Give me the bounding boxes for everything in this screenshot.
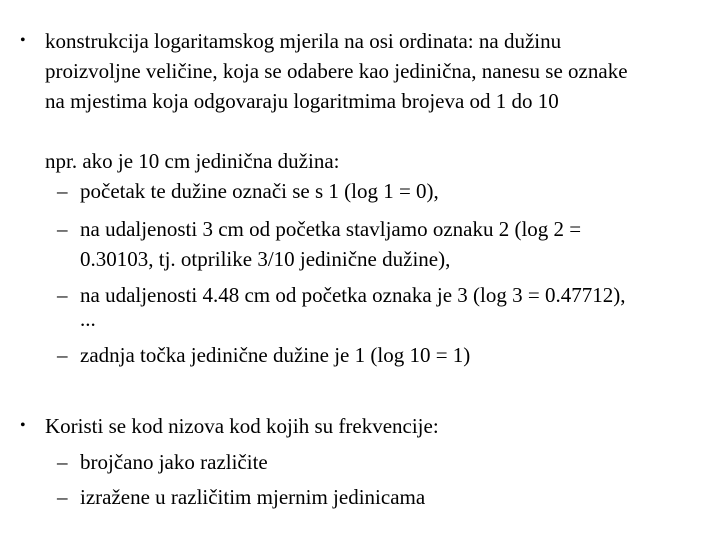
- bullet-marker: •: [20, 417, 26, 434]
- bullet-marker: •: [20, 32, 26, 49]
- bullet-text-line: proizvoljne veličine, koja se odabere kao jedinična, nanesu se oznake: [45, 59, 628, 83]
- subitem-text-line: izražene u različitim mjernim jedinicama: [80, 485, 426, 509]
- bullet-text-line: Koristi se kod nizova kod kojih su frekvencije:: [45, 414, 439, 438]
- subitem-text-line: na udaljenosti 3 cm od početka stavljamo oznaku 2 (log 2 =: [80, 217, 582, 241]
- subitem-marker: –: [57, 179, 68, 203]
- subitem-text-line: brojčano jako različite: [80, 450, 268, 474]
- subitem-text-line: ...: [80, 307, 96, 331]
- subitem-marker: –: [57, 485, 68, 509]
- bullet-text-line: na mjestima koja odgovaraju logaritmima brojeva od 1 do 10: [45, 89, 559, 113]
- bullet-text-line: konstrukcija logaritamskog mjerila na osi ordinata: na dužinu: [45, 29, 562, 53]
- subitem-marker: –: [57, 283, 68, 307]
- subitem-marker: –: [57, 217, 68, 241]
- subitem-text-line: 0.30103, tj. otprilike 3/10 jedinične dužine),: [80, 247, 451, 271]
- subitem-text-line: zadnja točka jedinične dužine je 1 (log 10 = 1): [80, 343, 471, 367]
- subitem-marker: –: [57, 343, 68, 367]
- subitem-text-line: početak te dužine označi se s 1 (log 1 = 0),: [80, 179, 439, 203]
- subitem-text-line: na udaljenosti 4.48 cm od početka oznaka je 3 (log 3 = 0.47712),: [80, 283, 626, 307]
- example-note: npr. ako je 10 cm jedinična dužina:: [45, 149, 340, 173]
- subitem-marker: –: [57, 450, 68, 474]
